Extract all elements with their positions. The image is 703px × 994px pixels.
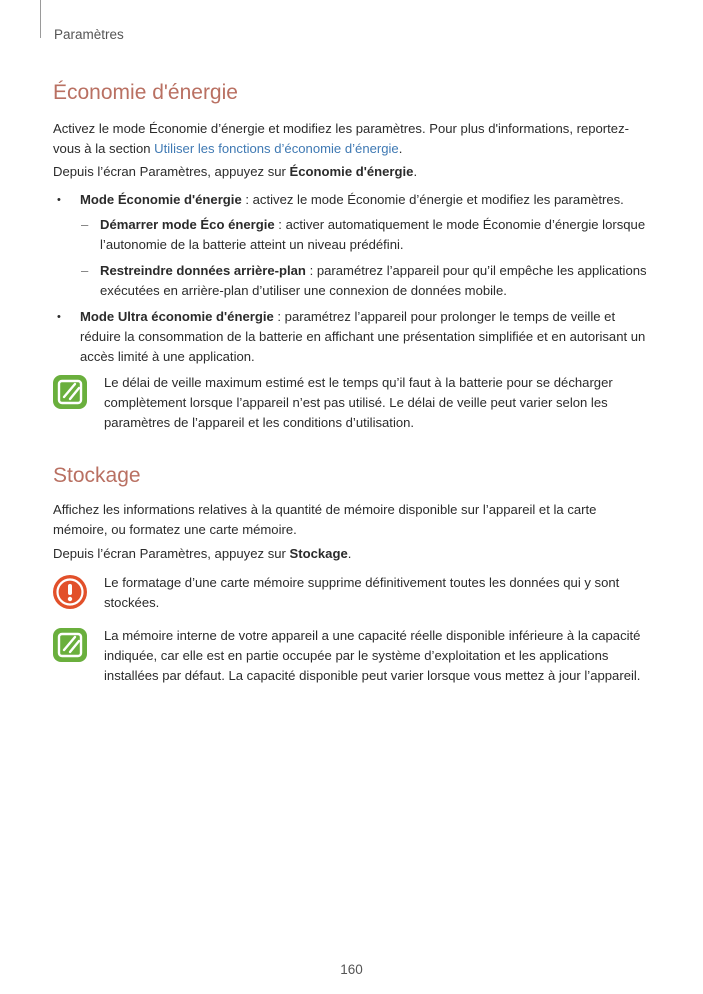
bullet-body xyxy=(80,307,653,367)
sub-item-start-eco xyxy=(53,215,653,255)
sub-body xyxy=(100,261,653,301)
bullet-text: : activez le mode Économie d’énergie et modifiez les paramètres. xyxy=(241,192,624,207)
bullet-ultra-power-saving xyxy=(53,307,653,367)
bullet-bold: Mode Ultra économie d'énergie xyxy=(80,309,274,324)
energy-intro-end: . xyxy=(398,141,403,156)
bullet-power-saving-mode xyxy=(53,190,653,210)
note-standby xyxy=(53,373,653,433)
page-header-title: Paramètres xyxy=(54,27,124,42)
caution-icon xyxy=(53,575,87,609)
caution-text: Le formatage d’une carte mémoire supprime définitivement toutes les données qui y sont stockées. xyxy=(104,575,620,610)
note-internal-memory xyxy=(53,626,653,686)
energy-path-bold: Économie d'énergie xyxy=(289,164,414,179)
note-text: Le délai de veille maximum estimé est le temps qu’il faut à la batterie pour se décharger complètement lorsque l’appareil n’est pas utilisé. Le délai de veille peut varier selon les paramètres de l’appareil et les conditions d’utilisation. xyxy=(104,375,613,430)
dash-mark: – xyxy=(81,263,89,278)
energy-path-text: Depuis l’écran Paramètres, appuyez sur xyxy=(53,164,290,179)
storage-path-bold: Stockage xyxy=(289,546,348,561)
bullet-body xyxy=(80,190,653,210)
storage-path xyxy=(53,544,653,564)
section-title-energy: Économie d'énergie xyxy=(53,81,238,104)
storage-path-text: Depuis l’écran Paramètres, appuyez sur xyxy=(53,546,290,561)
page-number: 160 xyxy=(340,962,363,977)
sub-bold: Restreindre données arrière-plan xyxy=(100,263,306,278)
storage-intro: Affichez les informations relatives à la quantité de mémoire disponible sur l’appareil et la carte mémoire, ou formatez une carte mémoire. xyxy=(53,502,597,537)
dash-mark: – xyxy=(81,217,89,232)
header-rule xyxy=(40,0,41,38)
caution-format xyxy=(53,573,653,613)
bullet-mark: • xyxy=(57,311,61,323)
note-icon xyxy=(53,375,87,409)
note-icon xyxy=(53,628,87,662)
energy-intro-text: Activez le mode Économie d’énergie et modifiez les paramètres. Pour plus d'informations, reportez-vous à la section xyxy=(53,121,629,156)
note-text: La mémoire interne de votre appareil a une capacité réelle disponible inférieure à la capacité indiquée, car elle est en partie occupée par le système d’exploitation et les applications installées par défaut. La capacité disponible peut varier lorsque vous mettez à jour l’appareil. xyxy=(104,628,641,683)
sub-text: : paramétrez l’appareil pour qu’il empêche les applications exécutées en arrière-plan d’utiliser une connexion de données mobile. xyxy=(100,263,647,298)
bullet-text: : paramétrez l’appareil pour prolonger le temps de veille et réduire la consommation de la batterie en affichant une présentation simplifiée et en autorisant un accès limité à une application. xyxy=(80,309,646,364)
storage-path-end: . xyxy=(347,546,352,561)
energy-intro xyxy=(53,119,653,159)
sub-item-restrict-background xyxy=(53,261,653,301)
bullet-mark: • xyxy=(57,194,61,206)
energy-intro-link[interactable]: Utiliser les fonctions d’économie d’énergie xyxy=(154,141,399,156)
section-title-storage: Stockage xyxy=(53,464,141,487)
sub-bold: Démarrer mode Éco énergie xyxy=(100,217,275,232)
bullet-bold: Mode Économie d'énergie xyxy=(80,192,242,207)
sub-body xyxy=(100,215,653,255)
sub-text: : activer automatiquement le mode Économie d’énergie lorsque l’autonomie de la batterie atteint un niveau prédéfini. xyxy=(100,217,646,252)
energy-path-end: . xyxy=(413,164,418,179)
energy-path xyxy=(53,162,653,182)
